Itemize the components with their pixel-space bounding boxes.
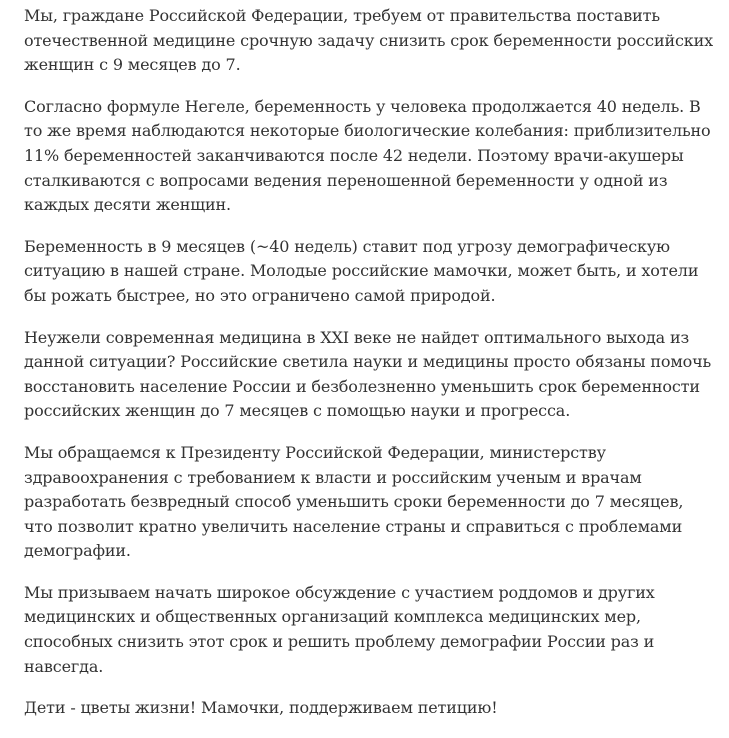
paragraph-naegele-formula: Согласно формуле Негеле, беременность у человека продолжается 40 недель. В то же время наблюдаются некоторые биологические колебания: приблизительно 11% беременностей заканчиваются после 42 недели. Поэтому врачи-акушеры сталкиваются с вопросами ведения переношенной беременности у одной из каждых десяти женщин. bbox=[24, 96, 711, 215]
paragraph-call-for-discussion: Мы призываем начать широкое обсуждение с участием роддомов и других медицинских и общественных организаций комплекса медицинских мер, способных снизить этот срок и решить проблему демографии России раз и навсегда. bbox=[24, 582, 655, 676]
petition-text bbox=[24, 4, 714, 738]
paragraph-closing-slogan: Дети - цветы жизни! Мамочки, поддерживаем петицию! bbox=[24, 698, 498, 718]
paragraph-demand: Мы, граждане Российской Федерации, требуем от правительства поставить отечественной медицине срочную задачу снизить срок беременности российских женщин с 9 месяцев до 7. bbox=[24, 6, 714, 75]
paragraph-demographic-threat: Беременность в 9 месяцев (~40 недель) ставит под угрозу демографическую ситуацию в нашей стране. Молодые российские мамочки, может быть, и хотели бы рожать быстрее, но это ограничено самой природой. bbox=[24, 236, 699, 305]
paragraph-modern-medicine: Неужели современная медицина в XXI веке не найдет оптимального выхода из данной ситуации? Российские светила науки и медицины просто обязаны помочь восстановить население России и безболезненно уменьшить срок беременности российских женщин до 7 месяцев с помощью науки и прогресса. bbox=[24, 327, 712, 421]
paragraph-appeal-to-president: Мы обращаемся к Президенту Российской Федерации, министерству здравоохранения с требованием к власти и российским ученым и врачам разработать безвредный способ уменьшить сроки беременности до 7 месяцев, что позволит кратно увеличить население страны и справиться с проблемами демографии. bbox=[24, 442, 684, 561]
